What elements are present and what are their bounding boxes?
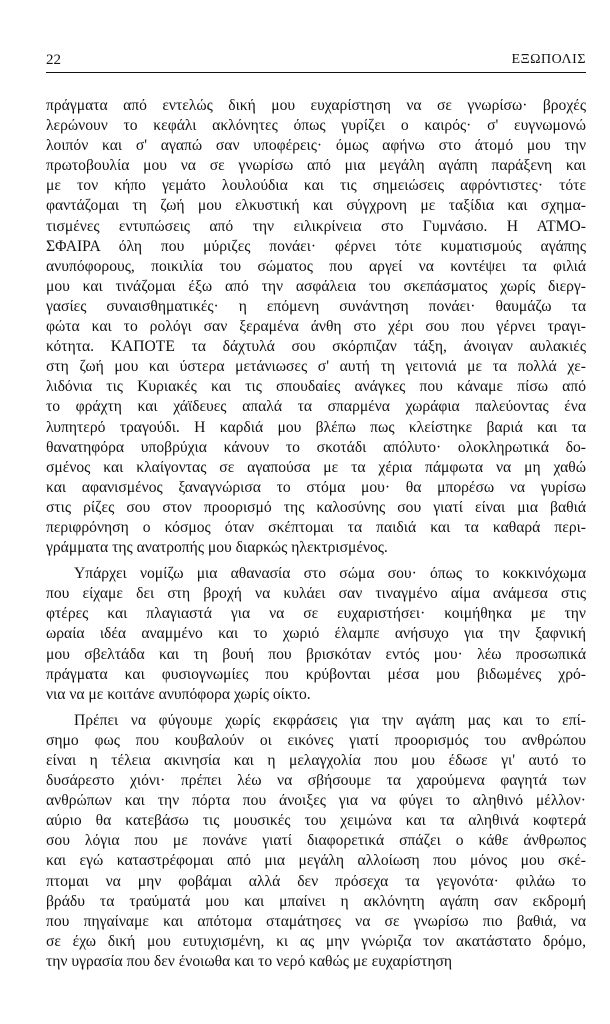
text-line: πράγματα και φυσιογνωμίες που κρύβονται μέσα μου βιδωμένες χρό- xyxy=(46,665,586,683)
text-line: σου λόγια που με πονάνε γιατί διαφορετικά σπάζει ο κάθε άνθρωπος xyxy=(46,832,586,850)
text-line: λιδόνια τις Κυριακές και τις σπουδαίες ανάγκες που κάναμε πίσω από xyxy=(46,378,586,396)
text-line: ανθρώπων και την πόρτα που άνοιξες για να φύγει το αληθινό μέλλον· xyxy=(46,792,586,810)
text-line: κότητα. ΚΑΠΟΤΕ τα δάχτυλά σου σκόρπιζαν τάξη, άνοιγαν αυλακιές xyxy=(46,338,586,356)
text-line: φώτα και το ρολόγι σαν ξεραμένα άνθη στο χέρι σου που γέρνει τραγι- xyxy=(46,318,586,336)
text-line: και αφανισμένος ξαναγνώρισα το στόμα μου· θα μπορέσω να γυρίσω xyxy=(46,478,586,496)
text-line: πρωτοβουλία μου να σε γνωρίσω από μια μεγάλη αγάπη παράξενη και xyxy=(46,157,586,175)
text-line: με τον κήπο γεμάτο λουλούδια και τις σημειώσεις αφρόντιστες· τότε xyxy=(46,177,586,195)
body-text xyxy=(46,96,586,972)
text-line: σε έχω δική μου ευτυχισμένη, κι ας μην γνώριζα τον ακατάστατο δρόμο, xyxy=(46,932,586,950)
text-line: στη ζωή μου και ύστερα μετάνιωσες σ' αυτή τη γειτονιά με τα πολλά χε- xyxy=(46,358,586,376)
text-line: πράγματα από εντελώς δική μου ευχαρίστηση να σε γνωρίσω· βροχές xyxy=(46,97,586,114)
text-line: την υγρασία που δεν ένοιωθα και το νερό καθώς με ευχαρίστηση xyxy=(46,952,453,970)
paragraph xyxy=(46,96,586,558)
text-line: περιφρόνηση ο κόσμος όταν σκέπτομαι τα παιδιά και τα καθαρά περι- xyxy=(46,518,586,536)
text-line: λυπητερό τραγούδι. Η καρδιά μου βλέπω πως κλείστηκε βαριά και τα xyxy=(46,418,586,436)
paragraph xyxy=(46,711,586,972)
text-line: αύριο θα κατεβάσω τις μουσικές του χειμώνα και τα αληθινά κοφτερά xyxy=(46,812,586,830)
text-line: μου σβελτάδα και τη βουή που βρισκόταν εντός μου· λέω προσωπικά xyxy=(46,645,586,663)
text-line: τισμένες εντυπώσεις από την ειλικρίνεια στο Γυμνάσιο. Η ΑΤΜΟ- xyxy=(46,217,586,235)
text-line: Πρέπει να φύγουμε χωρίς εκφράσεις για την αγάπη μας και το επί- xyxy=(74,711,586,729)
text-line: γράμματα της ανατροπής μου διαρκώς ηλεκτρισμένος. xyxy=(46,539,388,557)
running-title: ΕΞΩΠΟΛΙΣ xyxy=(511,52,586,67)
text-line: πτομαι να μην φοβάμαι αλλά δεν πρόσεχα τα γεγονότα· φιλάω το xyxy=(46,872,586,890)
text-line: φαντάζομαι τη ζωή μου ελκυστική και σύγχρονη με ταξίδια και σχημα- xyxy=(46,197,586,215)
paragraph xyxy=(46,564,586,705)
page-header xyxy=(46,46,586,73)
text-line: γασίες συναισθηματικές· η επόμενη συνάντηση πονάει· θαυμάζω τα xyxy=(46,297,586,315)
text-line: είναι η τέλεια ακινησία και η μελαγχολία που μου έδωσε γι' αυτό το xyxy=(46,752,586,769)
text-line: σημο φως που κουβαλούν οι εικόνες γιατί προορισμός του ανθρώπου xyxy=(46,731,586,749)
text-line: νια να με κοιτάνε ανυπόφορα χωρίς οίκτο. xyxy=(46,685,311,703)
text-line: δυσάρεστο χιόνι· πρέπει λέω να σβήσουμε τα χαρούμενα φαγητά των xyxy=(46,772,586,790)
text-line: φτέρες και πλαγιαστά για να σε ευχαριστήσει· κοιμήθηκα με την xyxy=(46,605,586,623)
page-number: 22 xyxy=(46,52,61,68)
text-line: σμένος και κλαίγοντας σε αγαπούσα με τα χέρια πάμφωτα να μη χαθώ xyxy=(46,458,586,476)
text-line: λοιπόν και σ' αγαπώ σαν υποφέρεις· όμως αφήνω στο άτομό μου την xyxy=(46,137,586,155)
text-line: μου και τινάζομαι έξω από την ασφάλεια του σκεπάσματος χωρίς διεργ- xyxy=(46,277,586,295)
book-page xyxy=(46,46,586,1006)
text-line: ΣΦΑΙΡΑ όλη που μύριζες πονάει· φέρνει τότε κυματισμούς αγάπης xyxy=(46,237,586,255)
text-line: στις ρίζες σου στον προορισμό της καλοσύνης σου γιατί είναι μια βαθιά xyxy=(46,498,586,516)
text-line: βράδυ τα τραύματά μου και μπαίνει η ακλόνητη αγάπη σαν εκδρομή xyxy=(46,892,586,910)
text-line: λερώνουν το κεφάλι ακλόνητες όπως γυρίζει ο καιρός· σ' ευγνωμονώ xyxy=(46,117,586,135)
text-line: το φράχτη και χάϊδευες απαλά τα σπαρμένα χωράφια παλεύοντας ένα xyxy=(46,398,586,416)
text-line: Υπάρχει νομίζω μια αθανασία στο σώμα σου· όπως το κοκκινόχωμα xyxy=(74,565,586,583)
text-line: ανυπόφορους, ποικιλία του σώματος που αργεί να κοντέψει τα φιλιά xyxy=(46,257,586,275)
text-line: και εγώ καταστρέφομαι από μια μεγάλη αλλοίωση που μόνος μου σκέ- xyxy=(46,852,586,870)
text-line: που είχαμε δει στη βροχή να κυλάει σαν τιναγμένο αίμα ανάμεσα στις xyxy=(46,585,586,603)
text-line: ωραία ιδέα αναμμένο και το χωριό έλαμπε ανήσυχο για την ξαφνική xyxy=(46,625,586,643)
text-line: θανατηφόρα υποβρύχια κάνουν το σκοτάδι απόλυτο· ολοκληρωτικά δο- xyxy=(46,438,586,456)
text-line: που πηγαίναμε και απότομα σταμάτησες να σε γνωρίσω πιο βαθιά, να xyxy=(46,912,586,930)
